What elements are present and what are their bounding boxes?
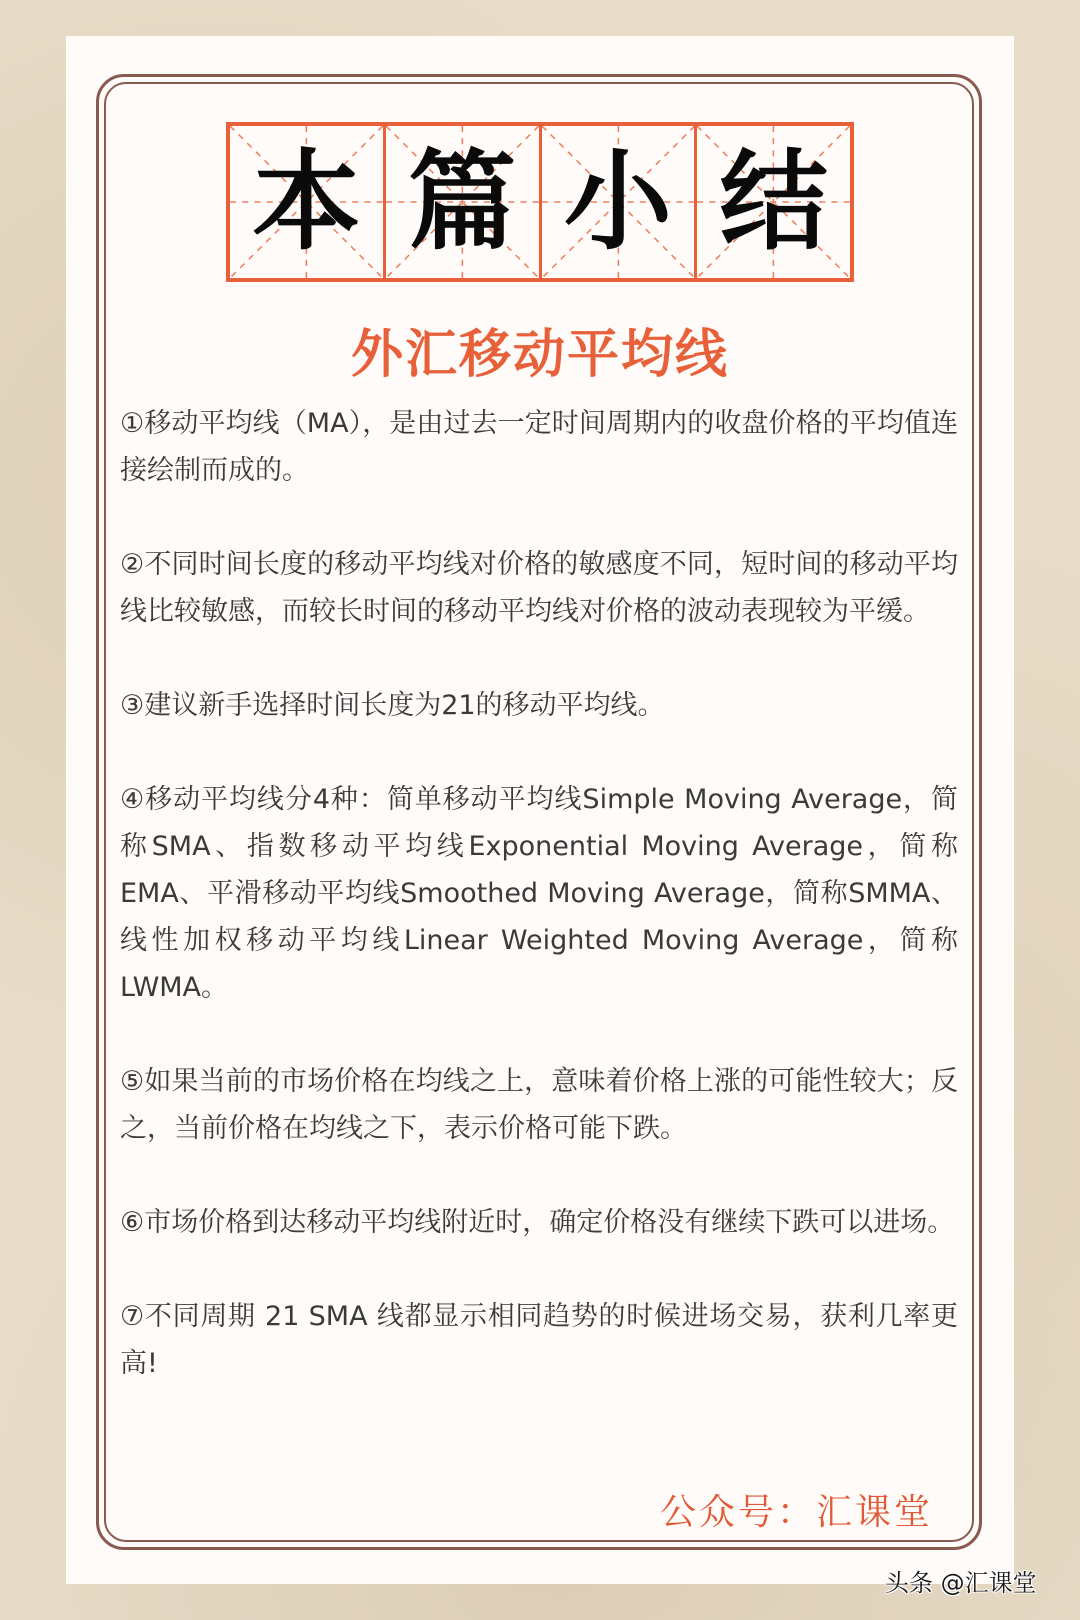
title-char: 篇 [408, 139, 517, 265]
title-char: 小 [563, 139, 672, 265]
summary-point-5: ⑤如果当前的市场价格在均线之上，意味着价格上涨的可能性较大；反之，当前价格在均线之下，表示价格可能下跌。 [120, 1066, 958, 1144]
account-signature: 公众号：汇课堂 [660, 1492, 934, 1533]
subtitle: 外汇移动平均线 [350, 325, 729, 385]
title-cell [230, 126, 386, 278]
summary-point-3: ③建议新手选择时间长度为21的移动平均线。 [120, 690, 665, 721]
title-grid [226, 122, 854, 282]
title-cell [386, 126, 542, 278]
title-char: 结 [719, 139, 828, 265]
summary-point-1: ①移动平均线（MA），是由过去一定时间周期内的收盘价格的平均值连接绘制而成的。 [120, 408, 958, 486]
title-char: 本 [252, 139, 361, 265]
title-cell [697, 126, 850, 278]
summary-point-7: ⑦不同周期 21 SMA 线都显示相同趋势的时候进场交易，获利几率更高! [120, 1301, 958, 1379]
summary-point-6: ⑥市场价格到达移动平均线附近时，确定价格没有继续下跌可以进场。 [120, 1207, 955, 1238]
summary-point-2: ②不同时间长度的移动平均线对价格的敏感度不同，短时间的移动平均线比较敏感，而较长时间的移动平均线对价格的波动表现较为平缓。 [120, 549, 958, 627]
watermark: 头条 @汇课堂 [885, 1569, 1037, 1597]
summary-point-4: ④移动平均线分4种：简单移动平均线Simple Moving Average，简称SMA、指数移动平均线Exponential Moving Average，简称EMA、平滑移动平均线Smoothed Moving Average，简称SMMA、线性加权移动平均线Linear Weighted Moving Average，简称LWMA。 [120, 784, 958, 1003]
summary-content [120, 400, 958, 1434]
title-cell [542, 126, 698, 278]
